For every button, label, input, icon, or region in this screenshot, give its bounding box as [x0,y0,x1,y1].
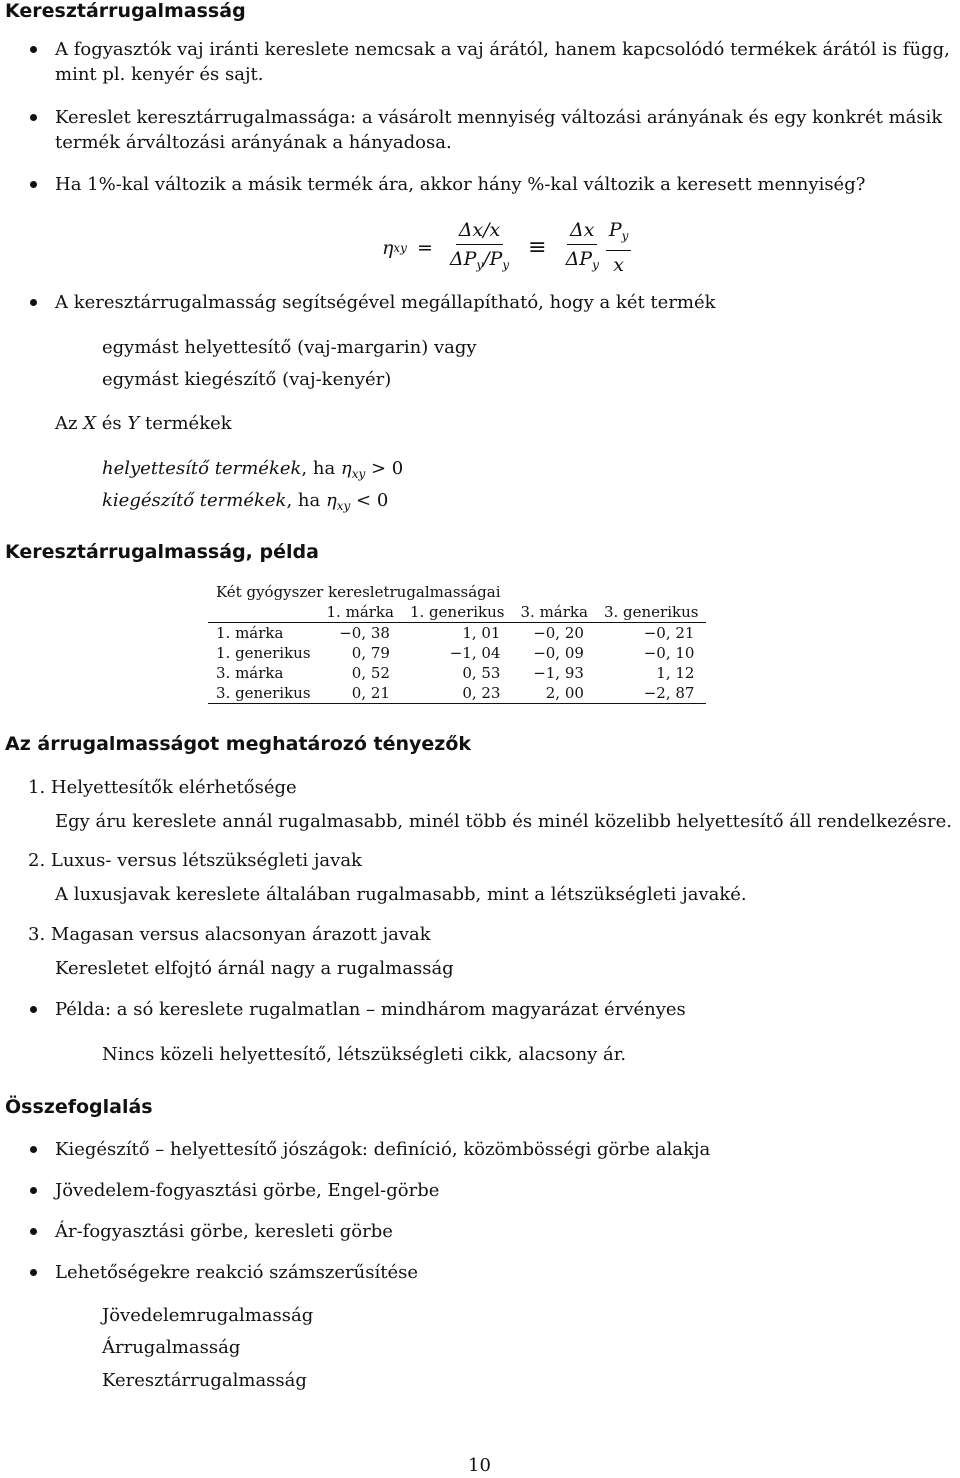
formula-num: Δx [567,218,597,245]
table-cell: −1, 93 [533,664,584,682]
table-row [208,683,706,704]
table-row [208,623,706,644]
bullet-icon [30,1146,37,1153]
products-text: termékek [139,413,232,434]
table-cell: −0, 20 [533,624,584,642]
column-header: 3. márka [512,602,595,623]
product-x: X [83,413,97,434]
page-number: 10 [468,1455,491,1476]
formula-equiv: ≡ [528,235,547,260]
products-text: és [96,413,128,434]
indented-line: egymást helyettesítő (vaj-margarin) vagy [102,337,477,358]
example-subtext: Nincs közeli helyettesítő, létszükségleti cikk, alacsony ár. [102,1044,627,1065]
formula-eq: = [416,236,433,259]
condition-text: , ha [286,490,326,511]
table-corner [208,602,319,623]
summary-item: Lehetőségekre reakció számszerűsítése [55,1262,419,1283]
column-header: 3. generikus [596,602,707,623]
section-title-example: Keresztárrugalmasság, példa [5,541,319,563]
factor-text: Keresletet elfojtó árnál nagy a rugalmasság [55,958,454,979]
table-caption: Két gyógyszer keresletrugalmasságai [216,583,501,601]
formula-fraction-2 [563,218,602,277]
bullet-icon [30,1228,37,1235]
formula-sub: y [502,258,510,272]
factor-text: Egy áru kereslete annál rugalmasabb, minél több és minél közelibb helyettesítő áll rendelkezésre. [55,811,952,832]
bullet-icon [30,181,37,188]
formula-den: x [613,254,624,276]
factor-title: 2. Luxus- versus létszükségleti javak [28,850,362,871]
section-title-cross-elasticity: Keresztárrugalmasság [5,0,246,22]
table-cell: −0, 10 [643,644,695,662]
table-row [208,663,706,683]
column-header: 1. generikus [402,602,513,623]
bullet-icon [30,1006,37,1013]
section-title-summary: Összefoglalás [5,1096,153,1118]
summary-subitem: Jövedelemrugalmasság [102,1305,314,1326]
table-cell: −0, 09 [533,644,584,662]
factor-title: 1. Helyettesítők elérhetősége [28,777,297,798]
table-cell: 0, 53 [462,664,501,682]
bullet-text: A fogyasztók vaj iránti kereslete nemcsak a vaj árától, hanem kapcsolódó termékek árától is függ, [55,39,950,60]
factor-text: A luxusjavak kereslete általában rugalmasabb, mint a létszükségleti javaké. [55,884,747,905]
complement-condition [102,489,388,518]
column-header: 1. márka [319,602,402,623]
table-row [208,643,706,663]
table-cell: 0, 23 [402,683,513,704]
table-cell: 2, 00 [512,683,595,704]
substitute-label: helyettesítő termékek [102,458,302,479]
complement-label: kiegészítő termékek [102,490,287,511]
formula-sub: y [592,258,599,272]
condition-text: > 0 [365,458,404,479]
table-cell: −1, 04 [449,644,501,662]
table-cell: −0, 21 [643,624,695,642]
row-label: 1. márka [216,624,284,642]
table-cell: 0, 79 [351,644,390,662]
formula-eta: η [325,490,337,511]
bullet-icon [30,299,37,306]
formula-den: ΔP [449,248,477,270]
factor-title: 3. Magasan versus alacsonyan árazott javak [28,924,431,945]
formula-den: ΔP [565,248,593,270]
formula-sub: y [476,258,484,272]
row-label: 3. márka [216,664,284,682]
bullet-icon [30,1187,37,1194]
products-line [55,412,232,436]
formula-num: P [608,219,622,241]
formula-fraction-1 [447,218,512,277]
row-label: 3. generikus [208,683,319,704]
elasticity-table-block [208,582,706,704]
condition-text: , ha [301,458,341,479]
formula-eta: η [340,458,352,479]
formula-num: Δx/x [456,218,504,245]
formula-sub: xy [393,240,407,255]
row-label: 1. generikus [216,644,311,662]
formula-eta: η [382,236,394,259]
cross-elasticity-formula [382,218,635,277]
bullet-text: Ha 1%-kal változik a másik termék ára, akkor hány %-kal változik a keresett mennyiség? [55,174,866,195]
table-header-row [208,602,706,623]
formula-sub: xy [336,499,351,513]
bullet-text: Kereslet keresztárrugalmassága: a vásárolt mennyiség változási arányának és egy konkrét másik [55,107,943,128]
table-cell: 1, 01 [462,624,501,642]
formula-sub: y [621,229,629,243]
summary-item: Kiegészítő – helyettesítő jószágok: definíció, közömbösségi görbe alakja [55,1139,711,1160]
substitute-condition [102,457,403,486]
bullet-icon [30,114,37,121]
bullet-icon [30,46,37,53]
bullet-text: A keresztárrugalmasság segítségével megállapítható, hogy a két termék [55,292,716,313]
bullet-text-cont: termék árváltozási arányának a hányadosa. [55,132,452,153]
summary-item: Ár-fogyasztási görbe, keresleti görbe [55,1221,393,1242]
section-title-determinants: Az árrugalmasságot meghatározó tényezők [5,733,472,755]
formula-fraction-3 [606,218,632,277]
formula-den: /P [483,248,503,270]
condition-text: < 0 [350,490,389,511]
summary-item: Jövedelem-fogyasztási görbe, Engel-görbe [55,1180,440,1201]
product-y: Y [127,413,140,434]
table-cell: −2, 87 [596,683,707,704]
products-text: Az [55,413,84,434]
summary-subitem: Árrugalmasság [102,1337,241,1358]
example-text: Példa: a só kereslete rugalmatlan – mindhárom magyarázat érvényes [55,999,686,1020]
summary-subitem: Keresztárrugalmasság [102,1370,307,1391]
table-cell: 0, 52 [351,664,390,682]
bullet-text-cont: mint pl. kenyér és sajt. [55,64,264,85]
bullet-icon [30,1269,37,1276]
table-cell: 0, 21 [319,683,402,704]
formula-sub: xy [351,467,366,481]
table-cell: −0, 38 [339,624,390,642]
table-cell: 1, 12 [656,664,695,682]
indented-line: egymást kiegészítő (vaj-kenyér) [102,369,392,390]
elasticity-table [208,602,706,704]
